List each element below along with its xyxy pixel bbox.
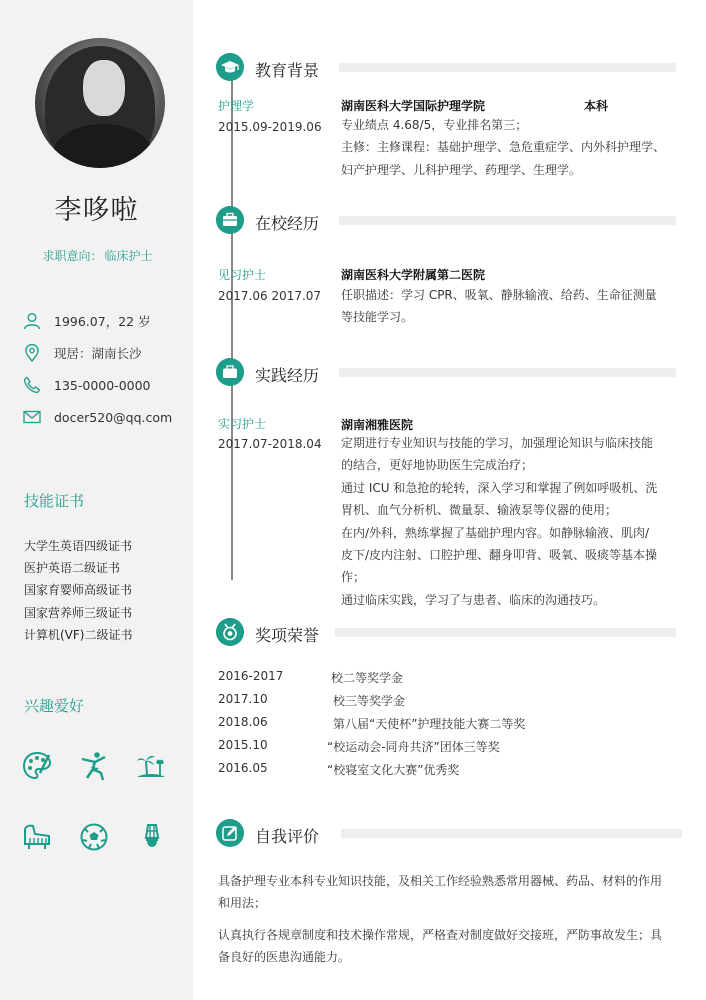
timeline-line <box>231 80 233 580</box>
edu-school: 湖南医科大学国际护理学院 <box>341 99 486 113</box>
edu-date: 2015.09-2019.06 <box>218 120 322 134</box>
campus-desc <box>341 284 671 329</box>
practice-line: 在内/外科，熟练掌握了基础护理内容。如静脉输液、肌肉/ <box>341 525 650 540</box>
self-eval-paragraph <box>218 924 683 968</box>
cert-item: 医护英语二级证书 <box>24 561 121 575</box>
info-phone <box>23 376 151 394</box>
section-bar <box>339 63 676 72</box>
palette-icon <box>22 751 52 781</box>
award-name: “校寝室文化大赛”优秀奖 <box>327 763 460 777</box>
avatar <box>35 38 165 168</box>
job-intent-value: 临床护士 <box>104 249 153 263</box>
award-name: 校三等奖学金 <box>333 694 406 708</box>
campus-org: 湖南医科大学附属第二医院 <box>341 268 486 282</box>
section-bar <box>341 829 682 838</box>
mail-icon <box>23 408 41 426</box>
graduation-cap-icon <box>216 53 244 81</box>
candidate-name: 李哆啦 <box>54 195 139 226</box>
section-title-campus: 在校经历 <box>255 214 320 233</box>
practice-line: 皮下/皮内注射、口腔护理、翻身叩背、吸氧、吸痰等基本操 <box>341 548 658 563</box>
edu-line: 专业绩点 4.68/5，专业排名第三； <box>341 118 528 132</box>
skills-title: 技能证书 <box>24 492 85 510</box>
award-name: 校二等奖学金 <box>331 671 404 685</box>
award-date: 2018.06 <box>218 715 268 729</box>
edu-line: 妇产护理学、儿科护理学、药理学、生理学。 <box>341 162 582 177</box>
edit-icon <box>216 819 244 847</box>
campus-date: 2017.06 2017.07 <box>218 289 322 303</box>
award-date: 2015.10 <box>218 738 268 752</box>
practice-line: 通过临床实践，学习了与患者、临床的沟通技巧。 <box>341 592 606 607</box>
section-bar <box>339 368 676 377</box>
email-text: docer520@qq.com <box>54 409 173 425</box>
section-bar <box>339 216 676 225</box>
section-title-awards: 奖项荣誉 <box>255 626 320 645</box>
self-eval-line: 备良好的医患沟通能力。 <box>218 950 351 964</box>
birth-text: 1996.07，22 岁 <box>54 314 151 329</box>
badminton-icon <box>136 822 166 852</box>
self-eval-line: 和用法； <box>218 896 267 910</box>
edu-line: 主修：主修课程：基础护理学、急危重症学、内外科护理学、 <box>341 140 666 155</box>
award-name: “校运动会-同舟共济”团体三等奖 <box>327 740 500 754</box>
campus-line: 任职描述：学习 CPR、吸氧、静脉输液、给药、生命征测量 <box>341 288 657 302</box>
self-eval-paragraph <box>218 870 683 914</box>
location-pin-icon <box>23 344 41 362</box>
phone-icon <box>23 376 41 394</box>
cert-item: 计算机(VF)二级证书 <box>24 628 133 642</box>
edu-degree: 本科 <box>584 99 609 113</box>
edu-major: 护理学 <box>218 99 255 113</box>
campus-line: 等技能学习。 <box>341 310 414 325</box>
award-date: 2016.05 <box>218 761 268 775</box>
briefcase-icon <box>216 206 244 234</box>
phone-text: 135-0000-0000 <box>54 377 151 393</box>
edu-desc <box>341 114 671 181</box>
practice-line: 通过 ICU 和急抢的轮转，深入学习和掌握了例如呼吸机、洗 <box>341 480 658 495</box>
beach-icon <box>136 751 166 781</box>
award-date: 2017.10 <box>218 692 268 706</box>
self-eval-line: 具备护理专业本科专业知识技能，及相关工作经验熟悉常用器械、药品、材料的作用 <box>218 874 663 888</box>
practice-line: 的结合，更好地协助医生完成治疗； <box>341 458 534 473</box>
cert-item: 国家营养师三级证书 <box>24 606 133 620</box>
person-icon <box>23 312 41 330</box>
football-icon <box>79 822 109 852</box>
practice-org: 湖南湘雅医院 <box>341 418 414 432</box>
practice-role: 实习护士 <box>218 417 267 431</box>
cert-item: 国家育婴师高级证书 <box>24 583 133 597</box>
info-birth <box>23 312 151 330</box>
section-title-self-eval: 自我评价 <box>255 827 320 846</box>
info-email <box>23 408 172 426</box>
dance-icon <box>79 751 109 781</box>
campus-role: 见习护士 <box>218 268 267 282</box>
practice-line: 胃机、血气分析机、微量泵、输液泵等仪器的使用； <box>341 503 618 518</box>
section-bar <box>335 628 676 637</box>
award-name: 第八届“天使杯”护理技能大赛二等奖 <box>333 717 526 731</box>
info-location <box>23 344 142 362</box>
practice-line: 作； <box>341 570 366 585</box>
section-title-education: 教育背景 <box>255 61 320 80</box>
location-text: 现居：湖南长沙 <box>54 346 142 361</box>
piano-icon <box>22 822 52 852</box>
practice-line: 定期进行专业知识与技能的学习，加强理论知识与临床技能 <box>341 436 654 450</box>
job-intent <box>0 247 193 264</box>
bag-icon <box>216 358 244 386</box>
practice-date: 2017.07-2018.04 <box>218 437 322 451</box>
self-eval-line: 认真执行各规章制度和技术操作常规，严格查对制度做好交接班，严防事故发生；具 <box>218 928 663 942</box>
cert-item: 大学生英语四级证书 <box>24 539 133 553</box>
award-date: 2016-2017 <box>218 669 284 683</box>
job-intent-label: 求职意向： <box>42 249 103 263</box>
practice-desc <box>341 432 671 611</box>
hobbies-title: 兴趣爱好 <box>24 697 85 715</box>
section-title-practice: 实践经历 <box>255 366 320 385</box>
medal-icon <box>216 618 244 646</box>
